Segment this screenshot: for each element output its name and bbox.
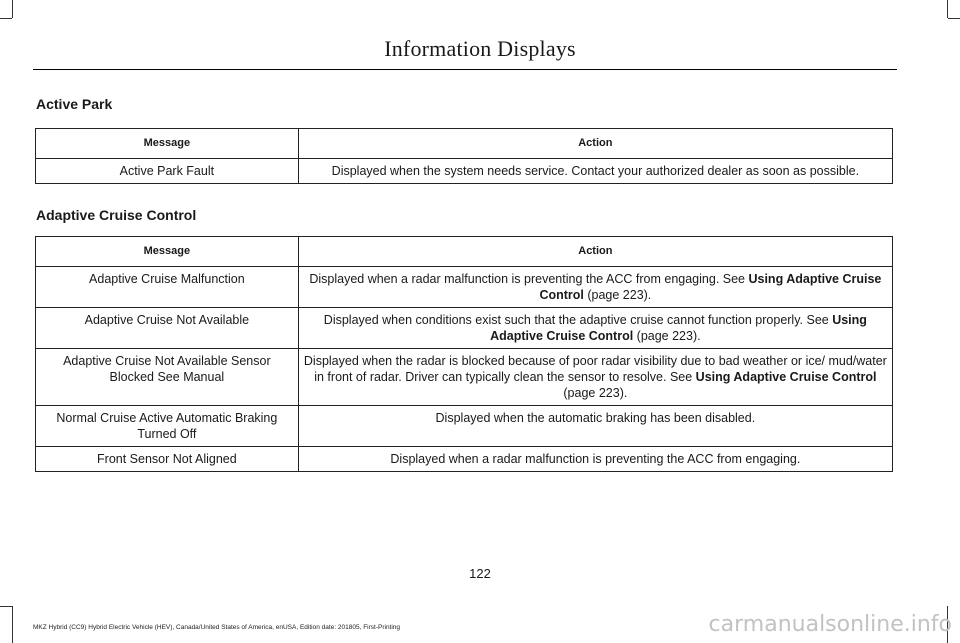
crop-mark-bottom-left-v [12, 606, 13, 643]
crop-mark-top-right-v [947, 0, 948, 18]
column-header-message: Message [36, 237, 299, 267]
page-reference: (page 223). [563, 386, 628, 400]
table-row [36, 406, 893, 447]
title-rule [33, 69, 897, 70]
message-cell: Adaptive Cruise Not Available Sensor Blocked See Manual [36, 349, 299, 406]
action-cell [298, 159, 892, 184]
section-heading-active-park: Active Park [36, 96, 113, 112]
crop-mark-top-left-v [12, 0, 13, 18]
page-reference: (page 223). [633, 329, 701, 343]
footer-edition-text: MKZ Hybrid (CC9) Hybrid Electric Vehicle (HEV), Canada/United States of America, enUSA, Edition date: 201805, First-Printing [33, 624, 401, 631]
active-park-table [35, 128, 893, 184]
cross-reference-link[interactable]: Using Adaptive Cruise Control [695, 370, 877, 384]
cross-reference-link[interactable]: Using Adaptive Cruise Control [539, 272, 882, 302]
table-row [36, 308, 893, 349]
action-cell [298, 447, 892, 472]
action-cell [298, 406, 892, 447]
active-park-table-body [36, 159, 893, 184]
page-number: 122 [469, 566, 491, 581]
crop-mark-bottom-left-h [0, 606, 12, 607]
action-cell [298, 308, 892, 349]
message-cell: Active Park Fault [36, 159, 299, 184]
action-text: Displayed when the radar is blocked because of poor radar visibility due to bad weather or ice/ mud/water in front of radar. Driver can typically clean the sensor to resolve. See [303, 354, 887, 384]
action-text: Displayed when conditions exist such that the adaptive cruise cannot function properly. See [323, 313, 833, 327]
message-cell: Front Sensor Not Aligned [36, 447, 299, 472]
cross-reference-link[interactable]: Using Adaptive Cruise Control [490, 313, 867, 343]
action-text: Displayed when a radar malfunction is preventing the ACC from engaging. See [309, 272, 749, 286]
column-header-message: Message [36, 129, 299, 159]
table-row [36, 267, 893, 308]
action-text: Displayed when a radar malfunction is preventing the ACC from engaging. [390, 452, 801, 466]
column-header-action: Action [298, 237, 892, 267]
table-row [36, 159, 893, 184]
table-row [36, 349, 893, 406]
table-header-row [36, 129, 893, 159]
message-cell: Normal Cruise Active Automatic Braking Turned Off [36, 406, 299, 447]
page-reference: (page 223). [583, 288, 652, 302]
column-header-action: Action [298, 129, 892, 159]
message-cell: Adaptive Cruise Not Available [36, 308, 299, 349]
action-cell [298, 349, 892, 406]
action-cell [298, 267, 892, 308]
message-cell: Adaptive Cruise Malfunction [36, 267, 299, 308]
adaptive-cruise-table [35, 236, 893, 472]
action-text: Displayed when the system needs service. Contact your authorized dealer as soon as possible. [331, 164, 860, 178]
watermark-text: carmanualsonline.info [708, 612, 952, 637]
section-heading-adaptive-cruise: Adaptive Cruise Control [36, 207, 197, 223]
table-row [36, 447, 893, 472]
crop-mark-top-right-h [948, 18, 960, 19]
crop-mark-top-left-h [0, 18, 12, 19]
adaptive-cruise-table-body [36, 267, 893, 472]
action-text: Displayed when the automatic braking has been disabled. [435, 411, 756, 425]
page-title: Information Displays [384, 36, 576, 61]
table-header-row [36, 237, 893, 267]
